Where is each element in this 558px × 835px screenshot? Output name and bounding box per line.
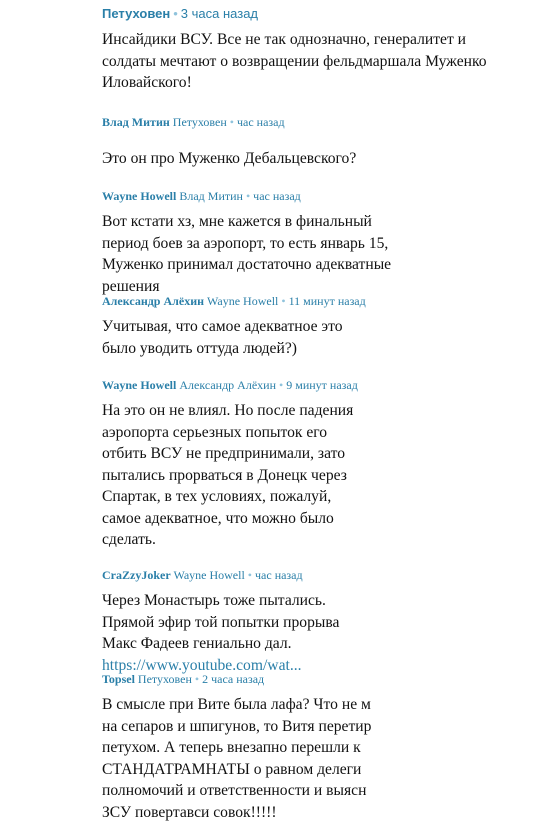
comment-timestamp-link[interactable]: час назад — [236, 115, 285, 129]
comment-line: на сепаров и шпигунов, то Витя перетир — [102, 717, 372, 735]
comment-author-link[interactable]: Петуховен — [102, 6, 171, 21]
comment-author-link[interactable]: Wayne Howell — [102, 378, 177, 392]
comment-line: Спартак, в тех условиях, пожалуй, — [102, 488, 332, 505]
comment-body — [102, 29, 522, 94]
reply-to-link[interactable]: Влад Митин — [179, 189, 243, 203]
reply-to-link[interactable]: Wayne Howell — [173, 568, 245, 582]
comment-body — [102, 400, 382, 551]
comment — [102, 114, 522, 170]
comment-line: период боев за аэропорт, то есть январь 15, — [102, 234, 389, 252]
comment-timestamp-link[interactable]: 3 часа назад — [180, 6, 259, 21]
comment-line: аэропорта серьезных попыток его — [102, 423, 328, 441]
comment-line: Прямой эфир той попытки прорыва — [102, 613, 340, 631]
comment-line: Учитывая, что самое адекватное это — [102, 318, 343, 335]
comment-line: СТАНДАТРАМНАТЫ о равном делеги — [102, 760, 362, 778]
comment-line: Вот кстати хз, мне кажется в финальный — [102, 213, 372, 230]
comment-meta — [102, 377, 382, 393]
comment-author-link[interactable]: Александр Алёхин — [102, 294, 205, 308]
comment-line: полномочий и ответственности и выясн — [102, 782, 367, 799]
comment-line: пытались прорваться в Донецк через — [102, 466, 347, 484]
comment-meta — [102, 6, 522, 22]
comment-author-link[interactable]: Влад Митин — [102, 115, 170, 129]
comment-line: В смысле при Вите была лафа? Что не м — [102, 696, 371, 713]
separator-dot: • — [194, 672, 200, 686]
comment-line: Макс Фадеев гениально дал. — [102, 635, 292, 652]
comment-line: На это он не влиял. Но после падения — [102, 402, 354, 419]
comment-line: сделать. — [102, 531, 156, 548]
comment-line: Иловайского! — [102, 74, 192, 91]
comment-meta — [102, 188, 402, 204]
comment-line: отбить ВСУ не предпринимали, зато — [102, 445, 346, 462]
comment-line: Через Монастырь тоже пытались. — [102, 592, 326, 609]
comment-timestamp-link[interactable]: 11 минут назад — [288, 294, 366, 308]
comment-meta — [102, 293, 402, 309]
comment-timestamp-link[interactable]: час назад — [255, 568, 303, 582]
reply-to-link[interactable]: Петуховен — [137, 672, 192, 686]
comment-line: петухом. А теперь внезапно перешли к — [102, 739, 361, 756]
comment-body — [102, 148, 522, 170]
comment-body — [102, 590, 362, 676]
separator-dot: • — [229, 115, 234, 129]
separator-dot: • — [173, 6, 178, 21]
comment-line: ЗСУ повертавси совок!!!!! — [102, 803, 277, 821]
reply-to-link[interactable]: Петуховен — [172, 115, 227, 129]
comment-meta — [102, 567, 362, 583]
comment-body — [102, 694, 374, 823]
comment-body — [102, 211, 402, 297]
comment-author-link[interactable]: Topsel — [102, 672, 135, 686]
comment — [102, 6, 522, 94]
comment — [102, 377, 382, 551]
comment — [102, 671, 374, 823]
comment — [102, 567, 362, 676]
comment-timestamp-link[interactable]: 9 минут назад — [286, 378, 358, 392]
comment — [102, 293, 402, 359]
separator-dot: • — [281, 294, 286, 308]
comment-timestamp-link[interactable]: 2 часа назад — [202, 672, 265, 686]
youtube-link[interactable]: https://www.youtube.com/wat... — [102, 656, 302, 674]
comment-line: Это он про Муженко Дебальцевского? — [102, 150, 357, 167]
comment-author-link[interactable]: Wayne Howell — [102, 189, 177, 203]
comment-timestamp-link[interactable]: час назад — [253, 189, 301, 203]
comment-meta — [102, 671, 374, 687]
comment-body — [102, 316, 402, 359]
reply-to-link[interactable]: Александр Алёхин — [179, 378, 277, 392]
comment-line: было уводить оттуда людей?) — [102, 339, 297, 357]
comment-line: Инсайдики ВСУ. Все не так однозначно, генералитет и — [102, 31, 467, 48]
comment — [102, 188, 402, 297]
comment-line: самое адекватное, что можно было — [102, 509, 334, 527]
comment-line: решения — [102, 277, 160, 295]
comment-meta — [102, 114, 522, 130]
reply-to-link[interactable]: Wayne Howell — [207, 294, 279, 308]
comment-author-link[interactable]: CraZzyJoker — [102, 568, 171, 582]
separator-dot: • — [279, 378, 284, 392]
separator-dot: • — [247, 568, 252, 582]
separator-dot: • — [245, 189, 251, 203]
comment-line: солдаты мечтают о возвращении фельдмаршала Муженко — [102, 52, 487, 70]
comment-line: Муженко принимал достаточно адекватные — [102, 256, 392, 273]
